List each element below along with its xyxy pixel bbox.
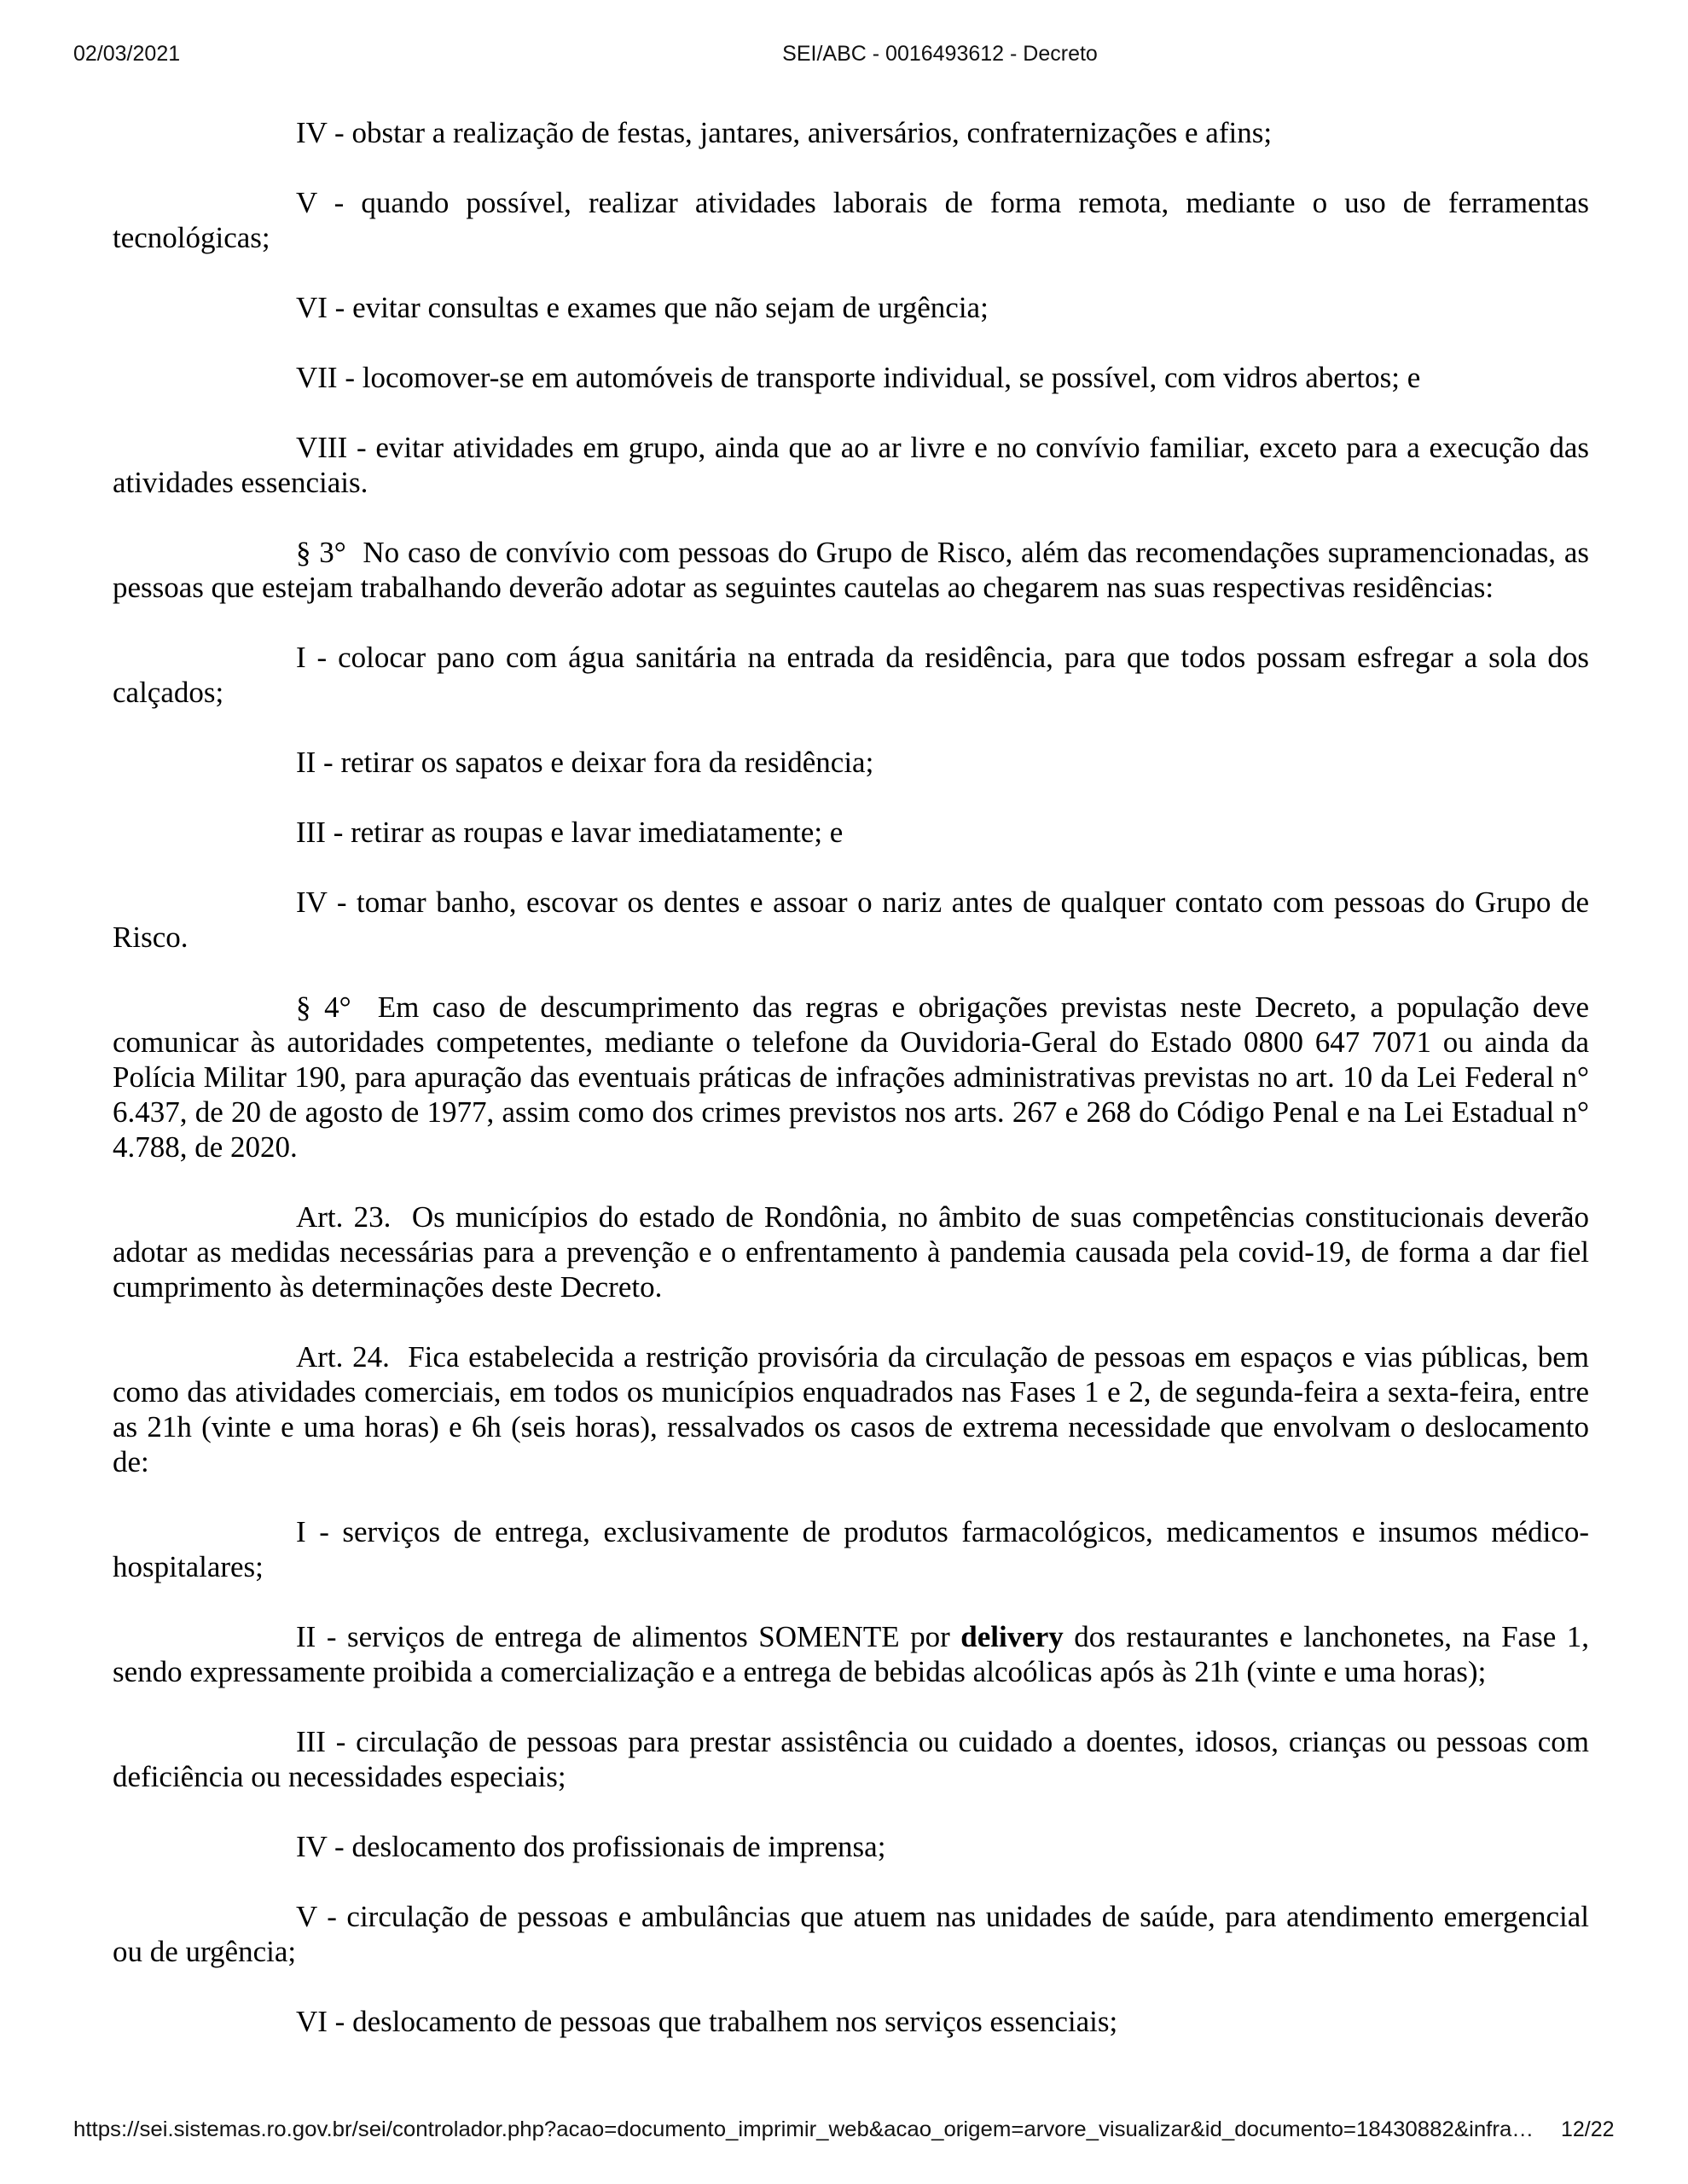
paragraph-a24-inciso-iii	[113, 1724, 1597, 1794]
paragraph-text: Art. 24. Fica estabelecida a restrição provisória da circulação de pessoas em espaços e vias públicas, bem como das atividades comerciais, em todos os municípios enquadrados nas Fases 1 e 2, de segunda-feira a sexta-feira, entre as 21h (vinte e uma horas) e 6h (seis horas), ressalvados os casos de extrema necessidade que envolvam o deslocamento de:	[113, 1340, 1597, 1478]
paragraph-text: IV - tomar banho, escovar os dentes e assoar o nariz antes de qualquer contato com pessoas do Grupo de Risco.	[113, 886, 1597, 954]
paragraph-section-3	[113, 535, 1597, 605]
print-date: 02/03/2021	[73, 42, 181, 66]
paragraph-a24-inciso-i	[113, 1514, 1589, 1584]
paragraph-text: III - circulação de pessoas para prestar assistência ou cuidado a doentes, idosos, crianças ou pessoas com deficiência ou necessidades especiais;	[113, 1725, 1597, 1793]
paragraph-a24-inciso-iv	[113, 1829, 1589, 1864]
paragraph-art-24	[113, 1339, 1597, 1479]
document-title: SEI/ABC - 0016493612 - Decreto	[782, 42, 1098, 66]
paragraph-text: VI - deslocamento de pessoas que trabalhem nos serviços essenciais;	[296, 2005, 1118, 2038]
paragraph-text: VII - locomover-se em automóveis de transporte individual, se possível, com vidros abertos; e	[296, 361, 1421, 394]
document-body	[113, 115, 1597, 2074]
paragraph-art-23	[113, 1199, 1597, 1304]
paragraph-text: V - circulação de pessoas e ambulâncias que atuem nas unidades de saúde, para atendimento emergencial ou de urgência;	[113, 1900, 1597, 1968]
paragraph-section-4	[113, 990, 1597, 1165]
page-number: 12/22	[1561, 2117, 1615, 2141]
paragraph-text: IV - obstar a realização de festas, jantares, aniversários, confraternizações e afins;	[296, 116, 1273, 149]
paragraph-text: § 4° Em caso de descumprimento das regras e obrigações previstas neste Decreto, a população deve comunicar às autoridades competentes, mediante o telefone da Ouvidoria-Geral do Estado 0800 647 7071 ou ainda da Polícia Militar 190, para apuração das eventuais práticas de infrações administrativas previstas no art. 10 da Lei Federal n° 6.437, de 20 de agosto de 1977, assim como dos crimes previstos nos arts. 267 e 268 do Código Penal e na Lei Estadual n° 4.788, de 2020.	[113, 990, 1597, 1164]
paragraph-text-pre: II - serviços de entrega de alimentos SOMENTE por	[296, 1620, 961, 1653]
paragraph-text: III - retirar as roupas e lavar imediatamente; e	[296, 816, 844, 849]
paragraph-text: Art. 23. Os municípios do estado de Rondônia, no âmbito de suas competências constitucionais deverão adotar as medidas necessárias para a prevenção e o enfrentamento à pandemia causada pela covid-19, de forma a dar fiel cumprimento às determinações deste Decreto.	[113, 1200, 1597, 1304]
paragraph-inciso-v	[113, 185, 1597, 255]
paragraph-a24-inciso-v	[113, 1899, 1597, 1969]
paragraph-text: VIII - evitar atividades em grupo, ainda que ao ar livre e no convívio familiar, exceto para a execução das atividades essenciais.	[113, 431, 1597, 499]
paragraph-s3-inciso-iv	[113, 885, 1597, 955]
footer-url: https://sei.sistemas.ro.gov.br/sei/controlador.php?acao=documento_imprimir_web&acao_origem=arvore_visualizar&id_documento=18430882&infra…	[73, 2117, 1534, 2141]
paragraph-text: I - colocar pano com água sanitária na entrada da residência, para que todos possam esfregar a sola dos calçados;	[113, 641, 1597, 709]
paragraph-text: V - quando possível, realizar atividades laborais de forma remota, mediante o uso de ferramentas tecnológicas;	[113, 186, 1597, 254]
paragraph-a24-inciso-ii	[113, 1619, 1597, 1689]
paragraph-inciso-vi	[113, 290, 1589, 325]
paragraph-s3-inciso-iii	[113, 815, 1589, 850]
paragraph-a24-inciso-vi	[113, 2004, 1589, 2039]
paragraph-text: § 3° No caso de convívio com pessoas do Grupo de Risco, além das recomendações supramencionadas, as pessoas que estejam trabalhando deverão adotar as seguintes cautelas ao chegarem nas suas respectivas residências:	[113, 536, 1597, 604]
paragraph-s3-inciso-ii	[113, 745, 1589, 780]
bold-term-delivery: delivery	[960, 1620, 1064, 1653]
paragraph-s3-inciso-i	[113, 640, 1597, 710]
paragraph-text: IV - deslocamento dos profissionais de imprensa;	[296, 1830, 886, 1863]
paragraph-text: I - serviços de entrega, exclusivamente de produtos farmacológicos, medicamentos e insumos médico-hospitalares;	[113, 1515, 1589, 1583]
paragraph-text: VI - evitar consultas e exames que não sejam de urgência;	[296, 291, 989, 324]
paragraph-text-post: dos restaurantes e lanchonetes, na Fase 1, sendo expressamente proibida a comercialização e a entrega de bebidas alcoólicas após às 21h (vinte e uma horas);	[113, 1620, 1597, 1688]
paragraph-inciso-vii	[113, 360, 1589, 395]
paragraph-inciso-viii	[113, 430, 1597, 500]
paragraph-text: II - retirar os sapatos e deixar fora da residência;	[296, 746, 874, 779]
paragraph-inciso-iv	[113, 115, 1589, 150]
